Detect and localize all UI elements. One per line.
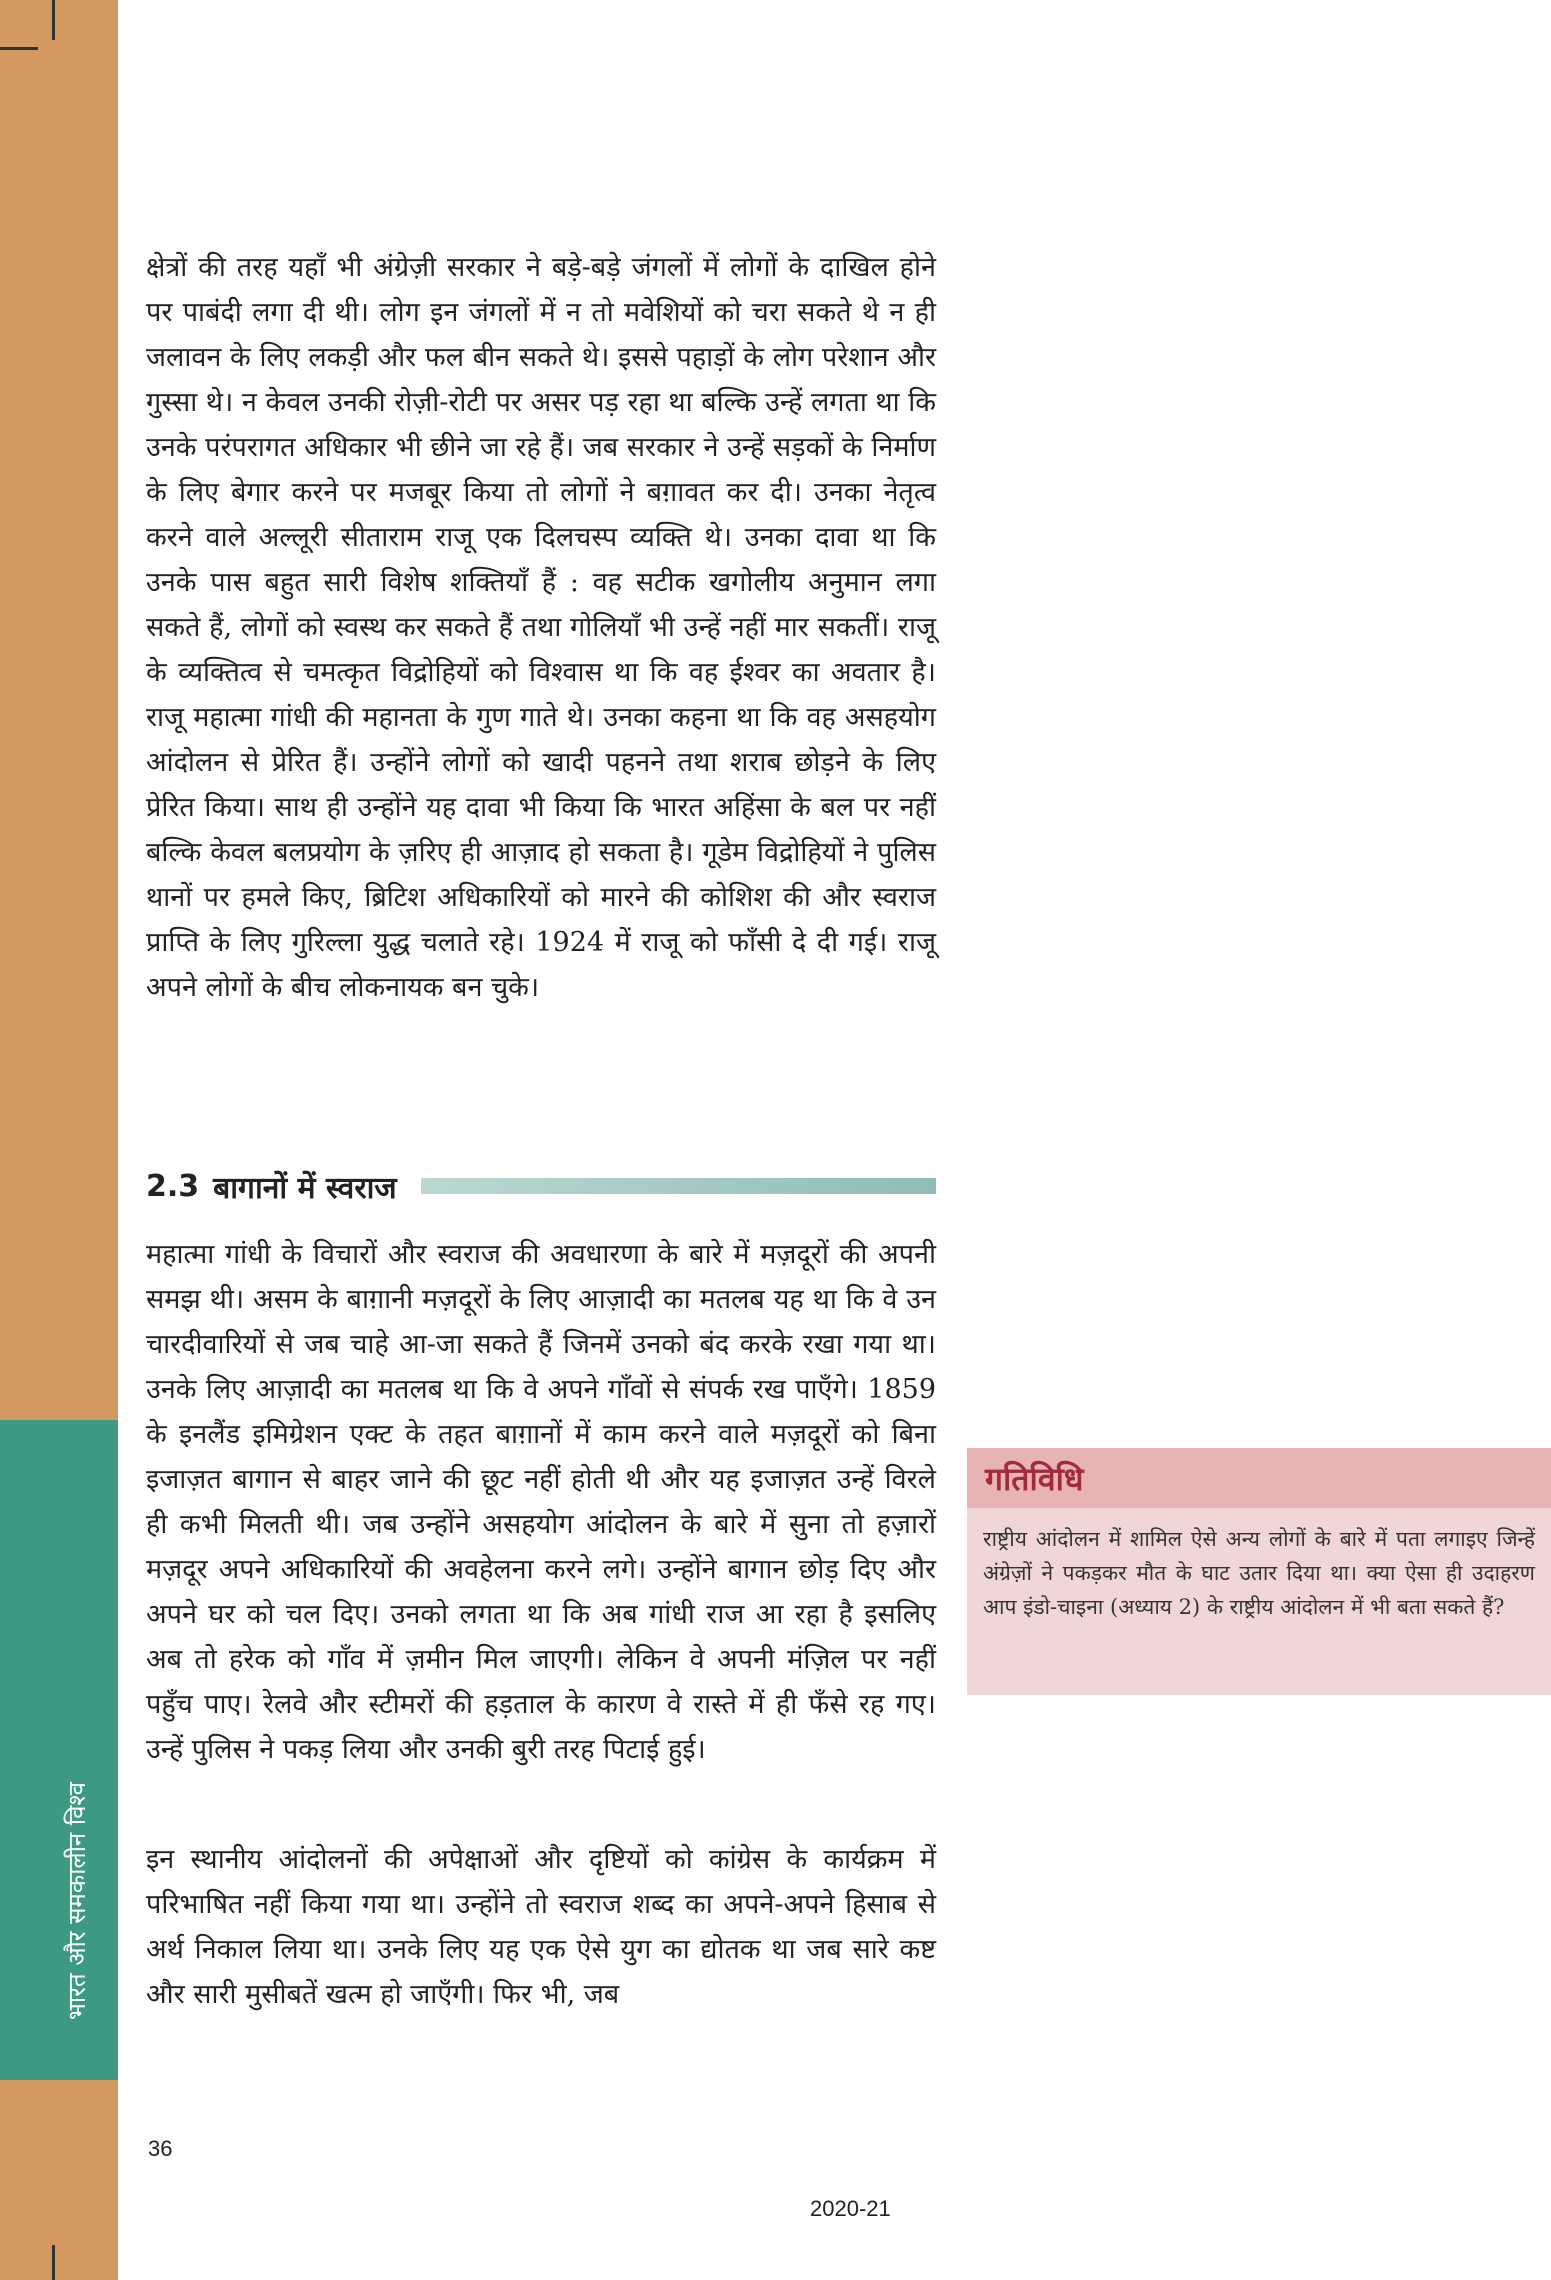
- activity-title: गतिविधि: [985, 1459, 1084, 1498]
- section-heading: [146, 1162, 936, 1210]
- body-paragraph-2: महात्मा गांधी के विचारों और स्वराज की अवधारणा के बारे में मज़दूरों की अपनी समझ थी। असम के बाग़ानी मज़दूरों के लिए आज़ादी का मतलब यह था कि वे उन चारदीवारियों से जब चाहे आ-जा सकते हैं जिनमें उनको बंद करके रखा गया था। उनके लिए आज़ादी का मतलब था कि वे अपने गाँवों से संपर्क रख पाएँगे। 1859 के इनलैंड इमिग्रेशन एक्ट के तहत बाग़ानों में काम करने वाले मज़दूरों को बिना इजाज़त बागान से बाहर जाने की छूट नहीं होती थी और यह इजाज़त उन्हें विरले ही कभी मिलती थी। जब उन्होंने असहयोग आंदोलन के बारे में सुना तो हज़ारों मज़दूर अपने अधिकारियों की अवहेलना करने लगे। उन्होंने बागान छोड़ दिए और अपने घर को चल दिए। उनको लगता था कि अब गांधी राज आ रहा है इसलिए अब तो हरेक को गाँव में ज़मीन मिल जाएगी। लेकिन वे अपनी मंज़िल पर नहीं पहुँच पाए। रेलवे और स्टीमरों की हड़ताल के कारण वे रास्ते में ही फँसे रह गए। उन्हें पुलिस ने पकड़ लिया और उनकी बुरी तरह पिटाई हुई।: [146, 1239, 937, 1765]
- crop-mark-icon: [52, 0, 55, 40]
- section-heading-bar: [421, 1178, 936, 1194]
- section-title: बागानों में स्वराज: [213, 1170, 397, 1206]
- activity-text: राष्ट्रीय आंदोलन में शामिल ऐसे अन्य लोगों के बारे में पता लगाइए जिन्हें अंग्रेज़ों ने पकड़कर मौत के घाट उतार दिया था। क्या ऐसा ही उदाहरण आप इंडो-चाइना (अध्याय 2) के राष्ट्रीय आंदोलन में भी बता सकते हैं?: [983, 1527, 1535, 1619]
- activity-header: [967, 1448, 1551, 1508]
- sidebar-tan-bottom: [0, 2080, 118, 2280]
- crop-mark-icon: [52, 2245, 55, 2280]
- body-paragraph-1: क्षेत्रों की तरह यहाँ भी अंग्रेज़ी सरकार ने बड़े-बड़े जंगलों में लोगों के दाखिल होने पर पाबंदी लगा दी थी। लोग इन जंगलों में न तो मवेशियों को चरा सकते थे न ही जलावन के लिए लकड़ी और फल बीन सकते थे। इससे पहाड़ों के लोग परेशान और गुस्सा थे। न केवल उनकी रोज़ी-रोटी पर असर पड़ रहा था बल्कि उन्हें लगता था कि उनके परंपरागत अधिकार भी छीने जा रहे हैं। जब सरकार ने उन्हें सड़कों के निर्माण के लिए बेगार करने पर मजबूर किया तो लोगों ने बग़ावत कर दी। उनका नेतृत्व करने वाले अल्लूरी सीताराम राजू एक दिलचस्प व्यक्ति थे। उनका दावा था कि उनके पास बहुत सारी विशेष शक्तियाँ हैं : वह सटीक खगोलीय अनुमान लगा सकते हैं, लोगों को स्वस्थ कर सकते हैं तथा गोलियाँ भी उन्हें नहीं मार सकतीं। राजू के व्यक्तित्व से चमत्कृत विद्रोहियों को विश्वास था कि वह ईश्वर का अवतार है। राजू महात्मा गांधी की महानता के गुण गाते थे। उनका कहना था कि वह असहयोग आंदोलन से प्रेरित हैं। उन्होंने लोगों को खादी पहनने तथा शराब छोड़ने के लिए प्रेरित किया। साथ ही उन्होंने यह दावा भी किया कि भारत अहिंसा के बल पर नहीं बल्कि केवल बलप्रयोग के ज़रिए ही आज़ाद हो सकता है। गूडेम विद्रोहियों ने पुलिस थानों पर हमले किए, ब्रिटिश अधिकारियों को मारने की कोशिश की और स्वराज प्राप्ति के लिए गुरिल्ला युद्ध चलाते रहे। 1924 में राजू को फाँसी दे दी गई। राजू अपने लोगों के बीच लोकनायक बन चुके।: [146, 252, 936, 1003]
- section-number: 2.3: [146, 1168, 200, 1204]
- body-paragraph-3: इन स्थानीय आंदोलनों की अपेक्षाओं और दृष्टियों को कांग्रेस के कार्यक्रम में परिभाषित नहीं किया गया था। उन्होंने तो स्वराज शब्द का अपने-अपने हिसाब से अर्थ निकाल लिया था। उनके लिए यह एक ऐसे युग का द्योतक था जब सारे कष्ट और सारी मुसीबतें खत्म हो जाएँगी। फिर भी, जब: [146, 1844, 936, 2010]
- sidebar-green-band: [0, 1420, 118, 2080]
- activity-box: [967, 1448, 1551, 1695]
- crop-mark-icon: [0, 47, 38, 50]
- footer-year: 2020-21: [810, 2196, 891, 2221]
- page-number: 36: [148, 2136, 173, 2161]
- sidebar-tan-top: [0, 0, 118, 1420]
- sidebar-book-title-text: भारत और समकालीन विश्व: [63, 1782, 91, 2020]
